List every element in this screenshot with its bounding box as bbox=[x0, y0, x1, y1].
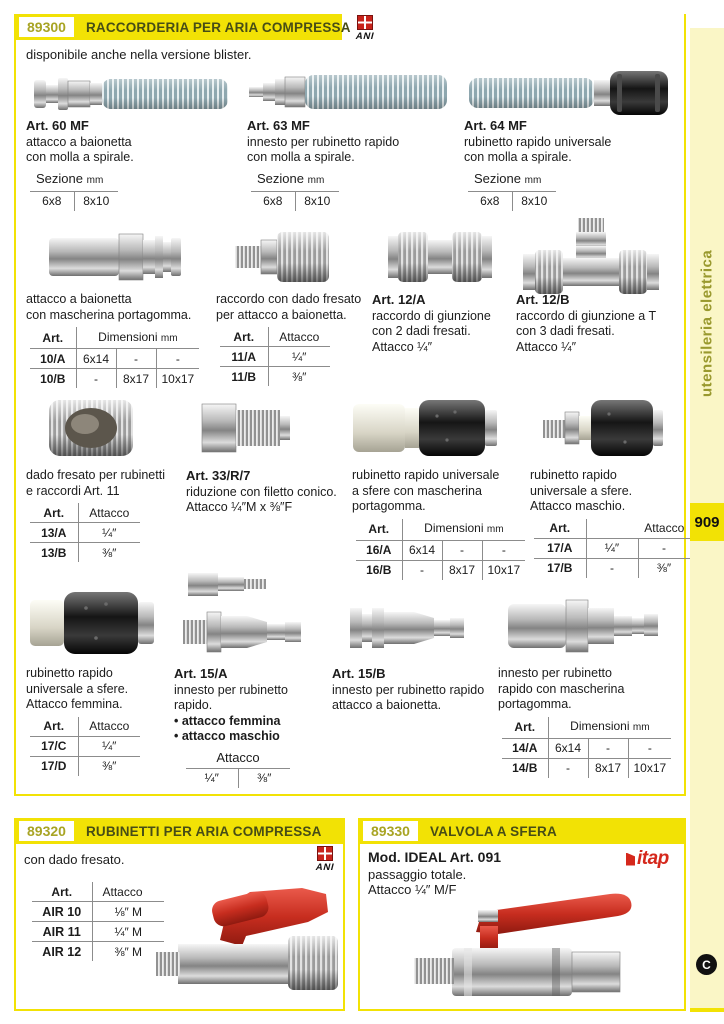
ani-logo-89320 bbox=[308, 846, 342, 873]
art-number: Art. 12/B bbox=[516, 292, 570, 307]
cell: 17/B bbox=[534, 558, 586, 578]
page-number: 909 bbox=[690, 503, 724, 541]
unit-label: mm bbox=[486, 524, 504, 535]
cell: 10x17 bbox=[633, 761, 667, 775]
ani-brand-text: ANI bbox=[354, 31, 376, 42]
cell: - bbox=[628, 738, 671, 758]
col-header: Attacco bbox=[92, 882, 164, 902]
desc-line: con 2 dadi fresati. bbox=[372, 324, 471, 338]
attacco-table-15a bbox=[186, 749, 290, 788]
product-image-17ab bbox=[541, 396, 666, 460]
product-63mf bbox=[247, 118, 399, 211]
cell: AIR 10 bbox=[32, 902, 92, 922]
desc-line: Attacco ¼″ bbox=[516, 339, 577, 354]
section-89330-title: VALVOLA A SFERA bbox=[429, 823, 557, 839]
sidebar-strip bbox=[690, 28, 724, 1012]
cell: ¼″ M bbox=[92, 922, 164, 942]
desc-line: a sfere con mascherina bbox=[352, 483, 482, 498]
cell: - bbox=[442, 540, 482, 560]
unit-label: mm bbox=[86, 175, 104, 186]
col-header: Art. bbox=[30, 327, 76, 349]
desc-line: raccordo di giunzione bbox=[372, 308, 491, 323]
dado-note: con dado fresato. bbox=[24, 852, 125, 867]
unit-label: mm bbox=[524, 175, 542, 186]
product-image-15a-elbow bbox=[186, 570, 286, 598]
section-89300 bbox=[14, 14, 686, 796]
product-image-12a bbox=[386, 222, 496, 292]
col-header: Art. bbox=[30, 503, 78, 523]
cell: 11/B bbox=[220, 367, 268, 387]
section-89320-header-bar bbox=[14, 818, 345, 844]
desc-line: Attacco ¼″ bbox=[372, 339, 433, 354]
cell: 8x17 bbox=[116, 369, 156, 389]
cell: - bbox=[482, 540, 525, 560]
cell: 17/D bbox=[30, 756, 78, 776]
col-header: Art. bbox=[534, 519, 586, 539]
sezione-header: Sezione bbox=[474, 171, 521, 186]
desc-line: rubinetto rapido bbox=[26, 666, 113, 680]
desc-line: rapido con mascherina bbox=[498, 681, 625, 696]
col-header: Attacco bbox=[586, 519, 724, 539]
product-image-60mf bbox=[32, 68, 232, 120]
cell: - bbox=[638, 538, 690, 558]
product-15a bbox=[174, 666, 290, 788]
product-image-11 bbox=[231, 222, 341, 292]
desc-line: rubinetto rapido universale bbox=[352, 468, 500, 482]
art-number: Art. 63 MF bbox=[247, 118, 310, 133]
cell: AIR 12 bbox=[32, 942, 92, 962]
cell: 8x17 bbox=[588, 758, 628, 778]
cell: 6x14 bbox=[76, 349, 116, 369]
desc-line: raccordo di giunzione a T bbox=[516, 308, 657, 323]
sezione-header: Sezione bbox=[257, 171, 304, 186]
sezione-value: 8x10 bbox=[83, 194, 110, 208]
cell: 10/B bbox=[30, 369, 76, 389]
bullet-line: • attacco maschio bbox=[174, 729, 290, 745]
ani-emblem-icon bbox=[317, 846, 333, 861]
desc-line: rubinetto rapido bbox=[530, 468, 617, 482]
cell: - bbox=[116, 349, 156, 369]
cell: 6x14 bbox=[548, 738, 588, 758]
cell: ⅜″ M bbox=[114, 944, 143, 959]
product-image-14 bbox=[506, 592, 671, 658]
desc-line: passaggio totale. bbox=[368, 866, 467, 882]
art-number: Art. 15/A bbox=[174, 666, 228, 681]
cell: 17/C bbox=[30, 736, 78, 756]
desc-line: attacco a baionetta. bbox=[332, 698, 442, 712]
product-image-64mf bbox=[467, 68, 672, 118]
model-name: Mod. IDEAL Art. 091 bbox=[368, 849, 502, 865]
product-image-16 bbox=[351, 396, 501, 460]
cell: - bbox=[588, 738, 628, 758]
product-33r7 bbox=[186, 468, 337, 516]
ani-brand-text: ANI bbox=[314, 862, 336, 873]
cell: 8x17 bbox=[442, 560, 482, 580]
col-header: Attacco bbox=[78, 717, 140, 737]
desc-line: innesto per rubinetto rapido bbox=[247, 134, 400, 149]
product-12a bbox=[372, 292, 491, 355]
cell: - bbox=[548, 758, 588, 778]
cell: - bbox=[402, 560, 442, 580]
product-17cd bbox=[26, 666, 140, 776]
section-89320-code: 89320 bbox=[19, 821, 74, 841]
desc-line: rubinetto rapido universale bbox=[464, 134, 612, 149]
col-header: Art. bbox=[30, 717, 78, 737]
itap-brand-text: itap bbox=[637, 848, 669, 869]
product-image-12b bbox=[521, 216, 661, 294]
spec-table-10 bbox=[30, 327, 199, 388]
cell: ⅛″ M bbox=[92, 902, 164, 922]
desc-line: portagomma. bbox=[498, 697, 572, 711]
spec-table-16 bbox=[356, 519, 525, 580]
art-number: Art. 64 MF bbox=[464, 118, 527, 133]
product-image-15a bbox=[181, 600, 316, 662]
cell: 11/A bbox=[220, 347, 268, 367]
product-image-63mf bbox=[247, 67, 452, 117]
cell: ¼″ bbox=[186, 768, 238, 788]
cell: ⅜″ bbox=[102, 545, 117, 560]
cell: ⅜″ bbox=[638, 558, 690, 578]
product-image-10 bbox=[44, 222, 189, 292]
desc-line: con 3 dadi fresati. bbox=[516, 324, 615, 338]
cell: ¼″ bbox=[78, 736, 140, 756]
product-image-air-valve bbox=[150, 878, 342, 1008]
art-number: Art. 60 MF bbox=[26, 118, 89, 133]
cell: - bbox=[586, 558, 638, 578]
col-header: Art. bbox=[220, 327, 268, 347]
cell: ⅜″ bbox=[102, 759, 117, 773]
desc-line: con molla a spirale. bbox=[464, 150, 572, 164]
cell: 17/A bbox=[534, 538, 586, 558]
cell: ⅜″ bbox=[257, 771, 272, 785]
product-12b bbox=[516, 292, 656, 355]
spec-table-13 bbox=[30, 503, 140, 562]
desc-line: raccordo con dado fresato bbox=[216, 292, 362, 306]
cell: ¼″ bbox=[268, 347, 330, 367]
cell: 10/A bbox=[30, 349, 76, 369]
desc-line: universale a sfere. bbox=[530, 483, 633, 498]
cell: 14/B bbox=[502, 758, 548, 778]
col-header: Attacco bbox=[268, 327, 330, 347]
product-image-33r7 bbox=[196, 396, 296, 460]
col-header: Art. bbox=[32, 882, 92, 902]
spec-table-11 bbox=[220, 327, 330, 386]
desc-line: dado fresato per rubinetti bbox=[26, 468, 165, 482]
section-89330-code: 89330 bbox=[363, 821, 418, 841]
sidebar-category-label: utensileria elettrica bbox=[698, 249, 716, 397]
col-header: Art. bbox=[502, 717, 548, 739]
product-10 bbox=[26, 292, 199, 388]
col-header: Dimensioni bbox=[570, 719, 630, 733]
desc-line: innesto per rubinetto bbox=[498, 666, 612, 680]
col-header: Attacco bbox=[186, 749, 290, 769]
section-89330 bbox=[358, 818, 686, 1011]
unit-label: mm bbox=[307, 175, 325, 186]
section-89300-header-bar bbox=[14, 14, 351, 40]
desc-line: con molla a spirale. bbox=[26, 150, 134, 164]
cell: - bbox=[76, 369, 116, 389]
air-table bbox=[32, 882, 164, 961]
cell: ¼″ bbox=[586, 538, 638, 558]
desc-line: riduzione con filetto conico. bbox=[186, 484, 337, 499]
desc-line: e raccordi Art. 11 bbox=[26, 483, 120, 498]
desc-line: Attacco femmina. bbox=[26, 697, 123, 711]
bullet-line: • attacco femmina bbox=[174, 714, 290, 730]
cell: 10x17 bbox=[161, 371, 195, 386]
product-image-13 bbox=[41, 396, 141, 460]
blister-note: disponibile anche nella versione blister. bbox=[26, 47, 252, 62]
desc-line: attacco a baionetta bbox=[26, 292, 132, 306]
product-60mf bbox=[26, 118, 134, 211]
desc-line: portagomma. bbox=[352, 499, 426, 513]
cell: 10x17 bbox=[487, 563, 521, 577]
section-89300-title: RACCORDERIA PER ARIA COMPRESSA bbox=[85, 19, 351, 35]
cell: 13/A bbox=[30, 523, 78, 543]
product-15b bbox=[332, 666, 484, 714]
unit-label: mm bbox=[632, 722, 650, 733]
cell: 14/A bbox=[502, 738, 548, 758]
section-89320 bbox=[14, 818, 345, 1011]
sezione-value: 8x10 bbox=[521, 194, 548, 208]
cell: - bbox=[156, 349, 199, 369]
sezione-table bbox=[30, 170, 118, 211]
product-11 bbox=[216, 292, 361, 386]
section-89320-title: RUBINETTI PER ARIA COMPRESSA bbox=[85, 823, 322, 839]
desc-line: rapido. bbox=[174, 698, 213, 712]
product-16 bbox=[352, 468, 525, 580]
desc-line: con molla a spirale. bbox=[247, 150, 355, 164]
product-image-ball-valve bbox=[402, 880, 642, 1008]
product-13 bbox=[26, 468, 165, 562]
desc-line: con mascherina portagomma. bbox=[26, 307, 192, 322]
product-14 bbox=[498, 666, 671, 778]
cell: ¼″ bbox=[78, 523, 140, 543]
desc-line: Attacco maschio. bbox=[530, 499, 626, 513]
ani-emblem-icon bbox=[357, 15, 373, 30]
sezione-table bbox=[468, 170, 556, 211]
spec-table-14 bbox=[502, 717, 671, 778]
cell: 16/B bbox=[356, 560, 402, 580]
itap-logo bbox=[626, 848, 669, 870]
cell: 13/B bbox=[30, 543, 78, 563]
section-89330-header-bar bbox=[358, 818, 686, 844]
itap-emblem-icon bbox=[626, 853, 635, 866]
desc-line: per attacco a baionetta. bbox=[216, 307, 347, 322]
art-number: Art. 15/B bbox=[332, 666, 386, 681]
sezione-value: 6x8 bbox=[251, 191, 295, 211]
col-header: Dimensioni bbox=[424, 521, 484, 535]
art-number: Art. 33/R/7 bbox=[186, 468, 251, 483]
desc-line: universale a sfere. bbox=[26, 681, 129, 696]
ani-logo bbox=[348, 15, 382, 42]
desc-line: Attacco ¼″M x ⅜″F bbox=[186, 500, 293, 514]
cell: ⅜″ bbox=[292, 369, 307, 384]
cell: 16/A bbox=[356, 540, 402, 560]
sezione-table bbox=[251, 170, 339, 211]
spec-table-17cd bbox=[30, 717, 140, 776]
copyright-mark-icon: C bbox=[696, 954, 717, 975]
sezione-value: 8x10 bbox=[304, 194, 331, 208]
product-64mf bbox=[464, 118, 611, 211]
col-header: Art. bbox=[356, 519, 402, 541]
desc-line: innesto per rubinetto rapido bbox=[332, 682, 485, 697]
sezione-header: Sezione bbox=[36, 171, 83, 186]
desc-line: attacco a baionetta bbox=[26, 134, 132, 149]
cell: 6x14 bbox=[402, 540, 442, 560]
col-header: Attacco bbox=[78, 503, 140, 523]
col-header: Dimensioni bbox=[98, 329, 158, 344]
unit-label: mm bbox=[160, 332, 178, 344]
desc-line: innesto per rubinetto bbox=[174, 682, 288, 697]
sezione-value: 6x8 bbox=[468, 191, 512, 211]
product-image-17cd bbox=[28, 586, 163, 658]
product-image-15b bbox=[346, 596, 496, 658]
art-number: Art. 12/A bbox=[372, 292, 426, 307]
cell: AIR 11 bbox=[32, 922, 92, 942]
sezione-value: 6x8 bbox=[30, 191, 74, 211]
section-89300-code: 89300 bbox=[19, 17, 74, 37]
desc-line: Attacco ¼″ M/F bbox=[368, 882, 457, 897]
